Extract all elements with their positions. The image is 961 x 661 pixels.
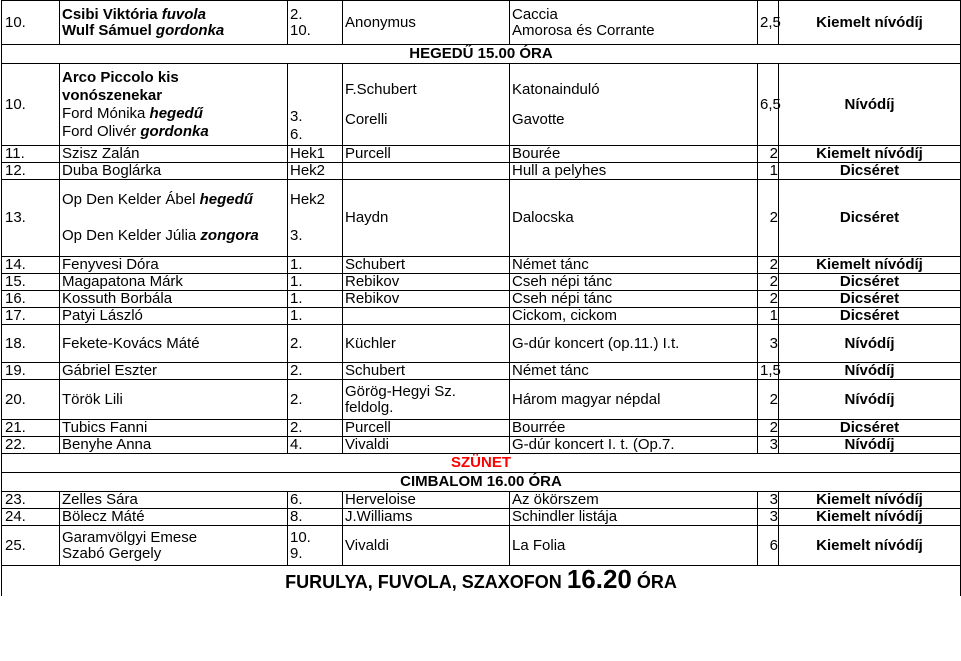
- result: Kiemelt nívódíj: [779, 526, 961, 566]
- piece: Cickom, cickom: [510, 308, 758, 325]
- result: Dicséret: [779, 291, 961, 308]
- performer-name: Duba Boglárka: [60, 163, 288, 180]
- result: Kiemelt nívódíj: [779, 492, 961, 509]
- section-row: [2, 45, 961, 64]
- performer-name: Bölecz Máté: [60, 509, 288, 526]
- composer: Haydn: [343, 180, 510, 257]
- row-number: 11.: [2, 146, 60, 163]
- performer-name: Benyhe Anna: [60, 437, 288, 454]
- performer-names: [60, 64, 288, 146]
- performer-names: [60, 180, 288, 257]
- piece: Hull a pelyhes: [510, 163, 758, 180]
- row-number: 22.: [2, 437, 60, 454]
- instrument: hegedű: [149, 104, 203, 122]
- table-row: [2, 146, 961, 163]
- table-row: [2, 492, 961, 509]
- performer-name: Török Lili: [60, 380, 288, 420]
- section-row: [2, 473, 961, 492]
- piece-cell: [510, 64, 758, 146]
- piece: Amorosa és Corrante: [512, 21, 655, 39]
- table-row: [2, 274, 961, 291]
- piece: Három magyar népdal: [510, 380, 758, 420]
- score: 6,5: [758, 64, 779, 146]
- table-row: [2, 291, 961, 308]
- piece: Cseh népi tánc: [510, 274, 758, 291]
- result: Nívódíj: [779, 325, 961, 363]
- row-number: 14.: [2, 257, 60, 274]
- composer: Herveloise: [343, 492, 510, 509]
- section-row: [2, 454, 961, 473]
- performer-name: Magapatona Márk: [60, 274, 288, 291]
- score: 2: [758, 291, 779, 308]
- grade: 2.: [288, 420, 343, 437]
- grade: 2.: [288, 363, 343, 380]
- result: Dicséret: [779, 420, 961, 437]
- footer-title: [2, 566, 961, 596]
- row-number: 19.: [2, 363, 60, 380]
- score: 2: [758, 180, 779, 257]
- result: Nívódíj: [779, 437, 961, 454]
- row-number: 25.: [2, 526, 60, 566]
- performer-name: Wulf Sámuel: [62, 21, 152, 39]
- piece: Bourée: [510, 146, 758, 163]
- score: 6: [758, 526, 779, 566]
- grade: 1.: [288, 308, 343, 325]
- score: 2: [758, 380, 779, 420]
- grade: 1.: [288, 274, 343, 291]
- performer-names: [60, 1, 288, 45]
- grade: Hek2: [290, 191, 326, 208]
- instrument: zongora: [200, 227, 259, 244]
- table-row: [2, 163, 961, 180]
- piece: Német tánc: [510, 257, 758, 274]
- piece-cell: [510, 1, 758, 45]
- composer-cell: [343, 64, 510, 146]
- piece: Az ökörszem: [510, 492, 758, 509]
- footer-suffix: ÓRA: [631, 572, 677, 593]
- performer-name: Szabó Gergely: [62, 544, 162, 562]
- composer: Rebikov: [343, 274, 510, 291]
- piece: Gavotte: [512, 110, 565, 128]
- instrument: gordonka: [140, 122, 209, 140]
- composer: Küchler: [343, 325, 510, 363]
- composer: feldolg.: [345, 398, 394, 416]
- footer-time: 16.20: [566, 564, 632, 595]
- performer-name: Patyi László: [60, 308, 288, 325]
- grade: Hek1: [288, 146, 343, 163]
- result: Kiemelt nívódíj: [779, 146, 961, 163]
- composer: Schubert: [343, 257, 510, 274]
- score: 3: [758, 509, 779, 526]
- performer-name: Gábriel Eszter: [60, 363, 288, 380]
- score: 1: [758, 308, 779, 325]
- performer-name: Ford Mónika: [62, 104, 146, 122]
- row-number: 17.: [2, 308, 60, 325]
- table-row: [2, 308, 961, 325]
- grade-cell: [288, 180, 343, 257]
- table-row: [2, 180, 961, 257]
- table-row: [2, 380, 961, 420]
- grade: 3.: [290, 227, 303, 244]
- composer: Vivaldi: [343, 437, 510, 454]
- composer: Vivaldi: [343, 526, 510, 566]
- result: Kiemelt nívódíj: [779, 1, 961, 45]
- row-number: 18.: [2, 325, 60, 363]
- score: 2: [758, 146, 779, 163]
- score: 3: [758, 437, 779, 454]
- piece: Dalocska: [510, 180, 758, 257]
- row-number: 10.: [2, 1, 60, 45]
- composer: Anonymus: [343, 1, 510, 45]
- performer-name: Op Den Kelder Júlia: [62, 227, 197, 244]
- grade: Hek2: [288, 163, 343, 180]
- result: Dicséret: [779, 180, 961, 257]
- table-row: [2, 363, 961, 380]
- score: 3: [758, 325, 779, 363]
- grade: 1.: [288, 291, 343, 308]
- row-number: 13.: [2, 180, 60, 257]
- grade: 4.: [288, 437, 343, 454]
- table-row: [2, 1, 961, 45]
- table-row: [2, 64, 961, 146]
- footer-prefix: FURULYA, FUVOLA, SZAXOFON: [285, 572, 567, 593]
- score: 2,5: [758, 1, 779, 45]
- row-number: 15.: [2, 274, 60, 291]
- grade: 10.: [290, 528, 311, 546]
- score: 1: [758, 163, 779, 180]
- grade-cell: [288, 1, 343, 45]
- piece: Caccia: [512, 5, 558, 23]
- result: Dicséret: [779, 163, 961, 180]
- performer-name: Arco Piccolo kis vonószenekar: [62, 68, 179, 104]
- composer: Corelli: [345, 110, 388, 128]
- performer-names: [60, 526, 288, 566]
- score: 2: [758, 257, 779, 274]
- result: Kiemelt nívódíj: [779, 257, 961, 274]
- results-table: [1, 0, 961, 596]
- section-title: CIMBALOM 16.00 ÓRA: [2, 473, 961, 492]
- result: Kiemelt nívódíj: [779, 509, 961, 526]
- table-row: [2, 420, 961, 437]
- row-number: 16.: [2, 291, 60, 308]
- composer: J.Williams: [343, 509, 510, 526]
- grade: 2.: [288, 325, 343, 363]
- table-row: [2, 509, 961, 526]
- composer: Purcell: [343, 146, 510, 163]
- table-row: [2, 257, 961, 274]
- row-number: 20.: [2, 380, 60, 420]
- composer: Görög-Hegyi Sz.: [345, 382, 456, 400]
- score: 2: [758, 420, 779, 437]
- row-number: 12.: [2, 163, 60, 180]
- piece: La Folia: [510, 526, 758, 566]
- table-row: [2, 526, 961, 566]
- grade: 10.: [290, 21, 311, 39]
- table-row: [2, 437, 961, 454]
- grade: 2.: [288, 380, 343, 420]
- composer: Rebikov: [343, 291, 510, 308]
- composer: Schubert: [343, 363, 510, 380]
- grade: 8.: [288, 509, 343, 526]
- instrument: fuvola: [161, 5, 206, 23]
- grade: 6.: [288, 492, 343, 509]
- grade: 9.: [290, 544, 303, 562]
- row-number: 21.: [2, 420, 60, 437]
- composer: [343, 163, 510, 180]
- grade: 1.: [288, 257, 343, 274]
- performer-name: Csibi Viktória: [62, 5, 158, 23]
- table-row: [2, 325, 961, 363]
- instrument: hegedű: [199, 191, 253, 208]
- piece: Schindler listája: [510, 509, 758, 526]
- composer: F.Schubert: [345, 80, 417, 98]
- piece: G-dúr koncert I. t. (Op.7.: [510, 437, 758, 454]
- score: 1,5: [758, 363, 779, 380]
- instrument: gordonka: [155, 21, 225, 39]
- composer: [343, 308, 510, 325]
- performer-name: Tubics Fanni: [60, 420, 288, 437]
- piece: G-dúr koncert (op.11.) I.t.: [510, 325, 758, 363]
- score: 3: [758, 492, 779, 509]
- piece: Katonainduló: [512, 80, 600, 98]
- grade-cell: [288, 64, 343, 146]
- section-row: [2, 566, 961, 596]
- section-title: HEGEDŰ 15.00 ÓRA: [2, 45, 961, 64]
- piece: Cseh népi tánc: [510, 291, 758, 308]
- result: Nívódíj: [779, 363, 961, 380]
- row-number: 24.: [2, 509, 60, 526]
- grade: 3.: [290, 108, 303, 125]
- row-number: 10.: [2, 64, 60, 146]
- performer-name: Ford Olivér: [62, 122, 137, 140]
- result: Dicséret: [779, 274, 961, 291]
- performer-name: Szisz Zalán: [60, 146, 288, 163]
- result: Nívódíj: [779, 380, 961, 420]
- piece: Német tánc: [510, 363, 758, 380]
- result: Nívódíj: [779, 64, 961, 146]
- result: Dicséret: [779, 308, 961, 325]
- row-number: 23.: [2, 492, 60, 509]
- score: 2: [758, 274, 779, 291]
- performer-name: Fekete-Kovács Máté: [60, 325, 288, 363]
- break-title: SZÜNET: [2, 454, 961, 473]
- composer-cell: [343, 380, 510, 420]
- composer: Purcell: [343, 420, 510, 437]
- piece: Bourrée: [510, 420, 758, 437]
- grade: 6.: [290, 126, 303, 143]
- performer-name: Fenyvesi Dóra: [60, 257, 288, 274]
- performer-name: Garamvölgyi Emese: [62, 528, 198, 546]
- performer-name: Zelles Sára: [60, 492, 288, 509]
- grade: 2.: [290, 5, 303, 23]
- grade-cell: [288, 526, 343, 566]
- performer-name: Op Den Kelder Ábel: [62, 191, 196, 208]
- performer-name: Kossuth Borbála: [60, 291, 288, 308]
